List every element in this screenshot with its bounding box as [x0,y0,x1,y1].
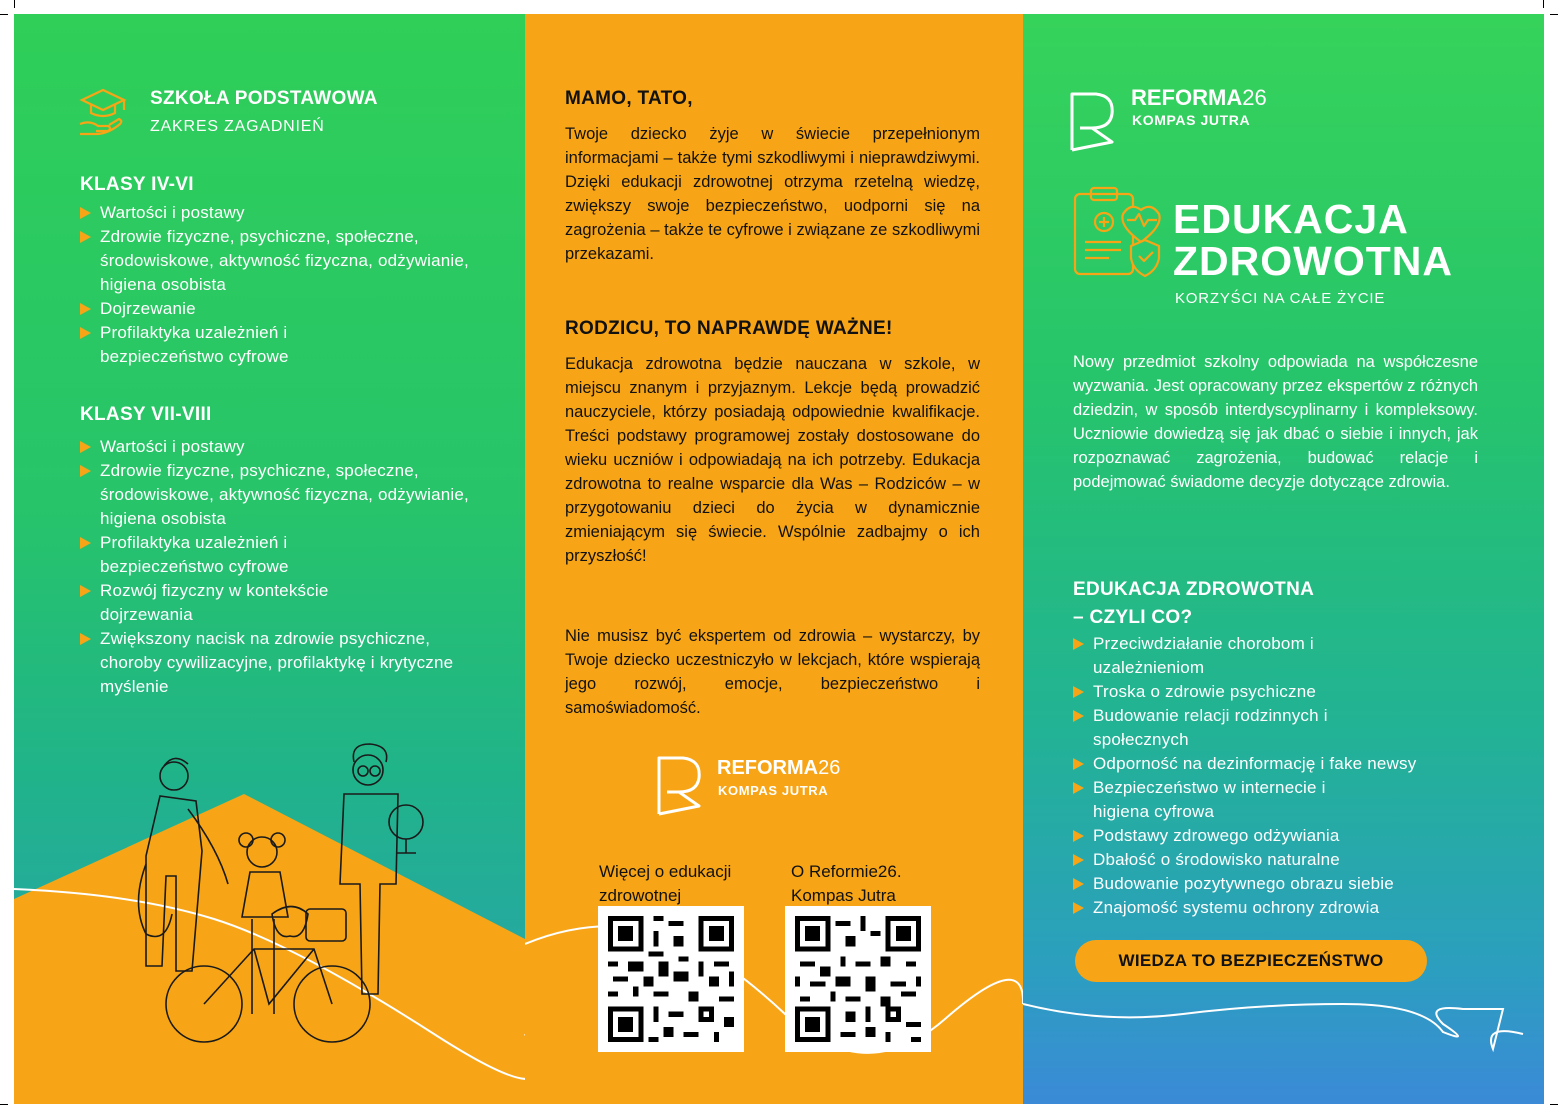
list-item: Budowanie pozytywnego obrazu siebie [1073,872,1493,896]
list-item: Dojrzewanie [80,297,485,321]
classes-7-8-list [80,435,485,699]
crop-mark [0,1104,8,1105]
important-heading: RODZICU, TO NAPRAWDĘ WAŻNE! [565,318,893,339]
important-paragraph: Edukacja zdrowotna będzie nauczana w szkole, w miejscu znanym i przyjaznym. Lekcje będą prowadzić nauczyciele, którzy posiadają odpowiednie kwalifikacje. Treści podstawy programowej zostały dostosowane do wieku uczniów i odpowiadają na ich potrzeby. Edukacja zdrowotna to realne wsparcie dla Was – Rodziców – w przygotowaniu dzieci do życia w dynamicznie zmieniającym się świecie. Wspólnie zadbajmy o ich przyszłość! [565,355,980,565]
expert-paragraph: Nie musisz być ekspertem od zdrowia – wystarczy, by Twoje dziecko uczestniczyło w lekcjach, które wspierają jego rozwój, emocje, bezpieczeństwo i samoświadomość. [565,627,980,717]
medical-clipboard-heart-shield-icon [1071,184,1163,280]
list-item: Dbałość o środowisko naturalne [1073,848,1493,872]
list-item: Profilaktyka uzależnień i bezpieczeństwo cyfrowe [80,531,340,579]
benefits-title [1073,576,1314,632]
graduation-cap-hands-icon [78,86,128,138]
left-panel [14,14,525,1104]
main-title-line2: ZDROWOTNA [1173,238,1454,284]
list-item: Bezpieczeństwo w internecie i higiena cyfrowa [1073,776,1363,824]
logo-tagline: KOMPAS JUTRA [718,783,829,798]
benefits-list [1073,632,1493,920]
list-item: Odporność na dezinformację i fake newsy [1073,752,1493,776]
list-item: Podstawy zdrowego odżywiania [1073,824,1493,848]
middle-panel [525,14,1023,1104]
reforma26-logo-icon [655,752,707,816]
crop-mark [1543,0,1544,8]
logo-wordmark [717,757,840,780]
list-item: Przeciwdziałanie chorobom i uzależnieniom [1073,632,1323,680]
classes-4-6-list [80,201,485,369]
logo-tagline: KOMPAS JUTRA [1132,112,1251,128]
intro-paragraph: Nowy przedmiot szkolny odpowiada na współczesne wyzwania. Jest opracowany przez ekspertów z różnych dziedzin, w sposób interdyscyplinarny i kompleksowy. Uczniowie dowiedzą się jak dbać o siebie i innych, jak rozpoznawać zagrożenia, budować relacje i podejmować świadome decyzje dotyczące zdrowia. [1073,353,1478,491]
logo-wordmark [1131,85,1267,111]
section-classes-4-6-title: KLASY IV-VI [80,174,194,195]
list-item: Zdrowie fizyczne, psychiczne, społeczne, środowiskowe, aktywność fizyczna, odżywianie, higiena osobista [80,225,485,297]
main-title-line1: EDUKACJA [1173,196,1409,242]
crop-mark [1550,14,1558,15]
crop-mark [1550,1104,1558,1105]
school-type-title: SZKOŁA PODSTAWOWA [150,88,378,109]
qr-code-icon [785,906,931,1052]
list-item: Zwiększony nacisk na zdrowie psychiczne, choroby cywilizacyjne, profilaktykę i krytyczne myślenie [80,627,485,699]
main-title [1173,198,1453,282]
list-item: Znajomość systemu ochrony zdrowia [1073,896,1493,920]
logo-number: 26 [1242,85,1267,110]
benefits-title-line2: – CZYLI CO? [1073,607,1193,628]
reforma26-logo-icon [1068,88,1120,152]
list-item: Troska o zdrowie psychiczne [1073,680,1493,704]
main-subtitle: KORZYŚCI NA CAŁE ŻYCIE [1175,290,1386,307]
logo-name: REFORMA [717,757,819,779]
qr-code-health-education[interactable] [598,906,744,1052]
parents-paragraph: Twoje dziecko żyje w świecie przepełnionym informacjami – także tymi szkodliwymi i nieprawdziwymi. Dzięki edukacji zdrowotnej otrzyma rzetelną wiedzę, zwiększy swoje bezpieczeństwo, uodporni się na zagrożenia – także te cyfrowe i związane ze szkodliwymi przekazami. [565,125,980,263]
list-item: Budowanie relacji rodzinnych i społecznych [1073,704,1353,752]
list-item: Profilaktyka uzależnień i bezpieczeństwo cyfrowe [80,321,340,369]
logo-number: 26 [818,757,841,779]
qr-code-reforma26[interactable] [785,906,931,1052]
list-item: Rozwój fizyczny w kontekście dojrzewania [80,579,340,627]
qr-code-icon [598,906,744,1052]
qr1-caption: Więcej o edukacji zdrowotnej [599,862,732,905]
knowledge-is-safety-button[interactable]: WIEDZA TO BEZPIECZEŃSTWO [1075,940,1427,982]
crop-mark [0,14,8,15]
list-item: Wartości i postawy [80,201,485,225]
list-item: Zdrowie fizyczne, psychiczne, społeczne, środowiskowe, aktywność fizyczna, odżywianie, higiena osobista [80,459,485,531]
benefits-title-line1: EDUKACJA ZDROWOTNA [1073,579,1315,600]
crop-mark [14,0,15,8]
parents-heading: MAMO, TATO, [565,88,693,109]
logo-name: REFORMA [1131,85,1243,110]
qr2-caption: O Reformie26. Kompas Jutra [791,862,902,905]
school-type-subtitle: ZAKRES ZAGADNIEŃ [150,118,325,135]
section-classes-7-8-title: KLASY VII-VIII [80,404,212,425]
list-item: Wartości i postawy [80,435,485,459]
